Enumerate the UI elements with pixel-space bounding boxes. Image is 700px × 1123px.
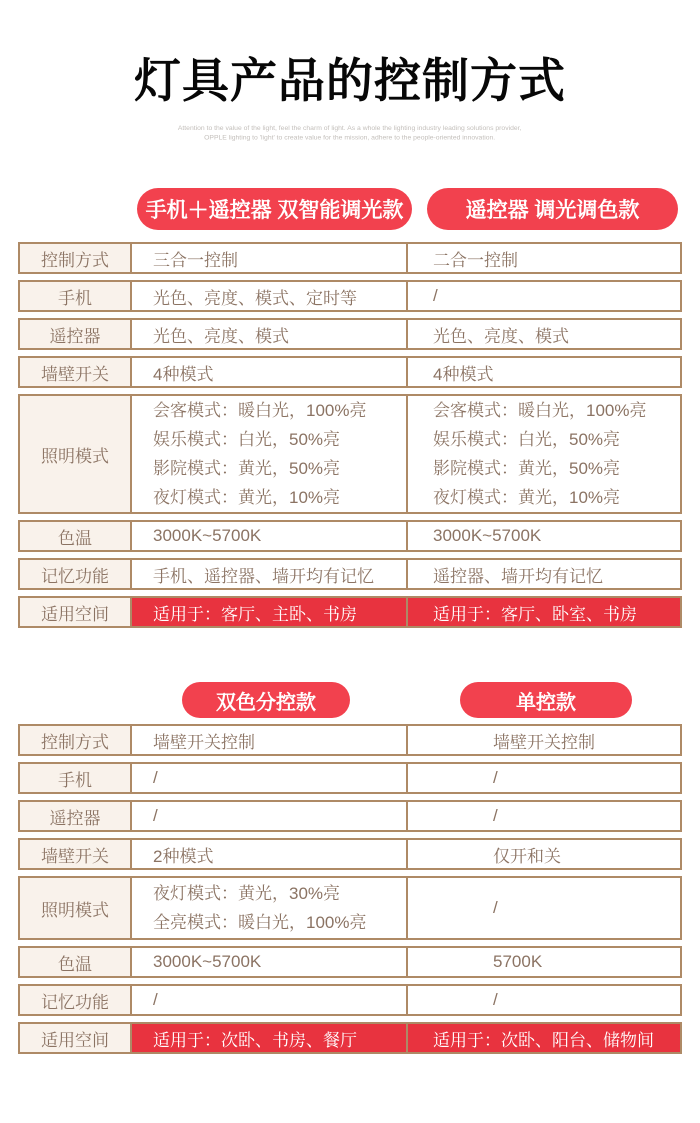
table-row-lighting-modes xyxy=(18,876,682,940)
comparison-table-1 xyxy=(18,242,682,634)
row-header: 手机 xyxy=(20,764,132,792)
col2-value xyxy=(408,396,680,512)
subtitle-lines xyxy=(178,124,522,143)
col1-value: 2种模式 xyxy=(132,840,408,868)
col1-value xyxy=(132,396,408,512)
mode-line: 娱乐模式：白光，50%亮 xyxy=(433,430,621,449)
table-row xyxy=(18,242,682,274)
col2-value: 5700K xyxy=(493,952,543,971)
row-header: 墙壁开关 xyxy=(20,840,132,868)
mode-line: 会客模式：暖白光，100%亮 xyxy=(433,401,647,420)
table-row xyxy=(18,724,682,756)
table-row xyxy=(18,520,682,552)
variant-pill-single-control: 单控款 xyxy=(460,682,632,718)
col1-value: 墙壁开关控制 xyxy=(132,726,408,754)
col1-value: / xyxy=(132,986,408,1014)
col1-value: 光色、亮度、模式、定时等 xyxy=(132,282,408,310)
col1-value: 3000K~5700K xyxy=(132,948,408,976)
row-header: 遥控器 xyxy=(20,802,132,830)
variant-pills-row-1 xyxy=(18,188,682,230)
col1-value-highlight: 适用于：次卧、书房、餐厅 xyxy=(132,1024,408,1052)
col2-value: 3000K~5700K xyxy=(433,526,542,545)
row-header: 照明模式 xyxy=(20,878,132,938)
table-row xyxy=(18,558,682,590)
col1-value: 3000K~5700K xyxy=(132,522,408,550)
subtitle-line-2: OPPLE lighting to 'light' to create value for the mission, adhere to the people-oriented innovation. xyxy=(204,134,496,142)
col1-value xyxy=(132,878,408,938)
col1-value-highlight: 适用于：客厅、主卧、书房 xyxy=(132,598,408,626)
col1-value: 光色、亮度、模式 xyxy=(132,320,408,348)
col2-value: 仅开和关 xyxy=(493,846,561,866)
col2-value: / xyxy=(493,806,498,825)
row-header: 色温 xyxy=(20,522,132,550)
row-header: 适用空间 xyxy=(20,598,132,626)
mode-line: 夜灯模式：黄光，10%亮 xyxy=(433,488,621,507)
col1-value: / xyxy=(132,802,408,830)
row-header: 记忆功能 xyxy=(20,560,132,588)
mode-line: 夜灯模式：黄光，30%亮 xyxy=(153,884,341,903)
table-row xyxy=(18,838,682,870)
table-row xyxy=(18,318,682,350)
table-row-applicable-space xyxy=(18,596,682,628)
col2-value-highlight: 适用于：客厅、卧室、书房 xyxy=(408,598,680,626)
table-row xyxy=(18,762,682,794)
col2-value: 遥控器、墙开均有记忆 xyxy=(433,566,603,586)
col2-value-highlight: 适用于：次卧、阳台、储物间 xyxy=(408,1024,680,1052)
mode-line: 娱乐模式：白光，50%亮 xyxy=(153,430,341,449)
col2-value: 4种模式 xyxy=(433,364,494,384)
col1-value: 三合一控制 xyxy=(132,244,408,272)
variant-pills-row-2 xyxy=(18,682,682,718)
table-row xyxy=(18,984,682,1016)
row-header: 记忆功能 xyxy=(20,986,132,1014)
row-header: 控制方式 xyxy=(20,244,132,272)
col2-value: / xyxy=(493,898,498,917)
mode-line: 会客模式：暖白光，100%亮 xyxy=(153,401,367,420)
col2-value: 二合一控制 xyxy=(433,250,518,270)
subtitle-line-1: Attention to the value of the light, feel the charm of light. As a whole the lighting industry leading solutions provider, xyxy=(178,124,522,133)
col2-value: 光色、亮度、模式 xyxy=(433,326,569,346)
mode-line: 全亮模式：暖白光，100%亮 xyxy=(153,913,367,932)
table-row xyxy=(18,800,682,832)
row-header: 照明模式 xyxy=(20,396,132,512)
table-row xyxy=(18,280,682,312)
col2-value: 墙壁开关控制 xyxy=(493,732,595,752)
table-row-lighting-modes xyxy=(18,394,682,514)
mode-line: 影院模式：黄光，50%亮 xyxy=(433,459,621,478)
main-title: 灯具产品的控制方式 xyxy=(134,54,566,107)
col1-value: 手机、遥控器、墙开均有记忆 xyxy=(132,560,408,588)
row-header: 手机 xyxy=(20,282,132,310)
mode-line: 影院模式：黄光，50%亮 xyxy=(153,459,341,478)
variant-pill-dual-color: 双色分控款 xyxy=(182,682,350,718)
col1-value: / xyxy=(132,764,408,792)
table-row-applicable-space xyxy=(18,1022,682,1054)
comparison-table-2 xyxy=(18,724,682,1060)
table-row xyxy=(18,946,682,978)
variant-pill-dual-smart-dimming: 手机＋遥控器 双智能调光款 xyxy=(137,188,412,230)
row-header: 墙壁开关 xyxy=(20,358,132,386)
col2-value: / xyxy=(493,768,498,787)
col2-value: / xyxy=(493,990,498,1009)
row-header: 控制方式 xyxy=(20,726,132,754)
variant-pill-remote-dimming-color: 遥控器 调光调色款 xyxy=(427,188,678,230)
row-header: 适用空间 xyxy=(20,1024,132,1052)
mode-line: 夜灯模式：黄光，10%亮 xyxy=(153,488,341,507)
row-header: 遥控器 xyxy=(20,320,132,348)
col2-value: / xyxy=(433,286,438,305)
table-row xyxy=(18,356,682,388)
subtitle xyxy=(0,124,700,152)
row-header: 色温 xyxy=(20,948,132,976)
col1-value: 4种模式 xyxy=(132,358,408,386)
